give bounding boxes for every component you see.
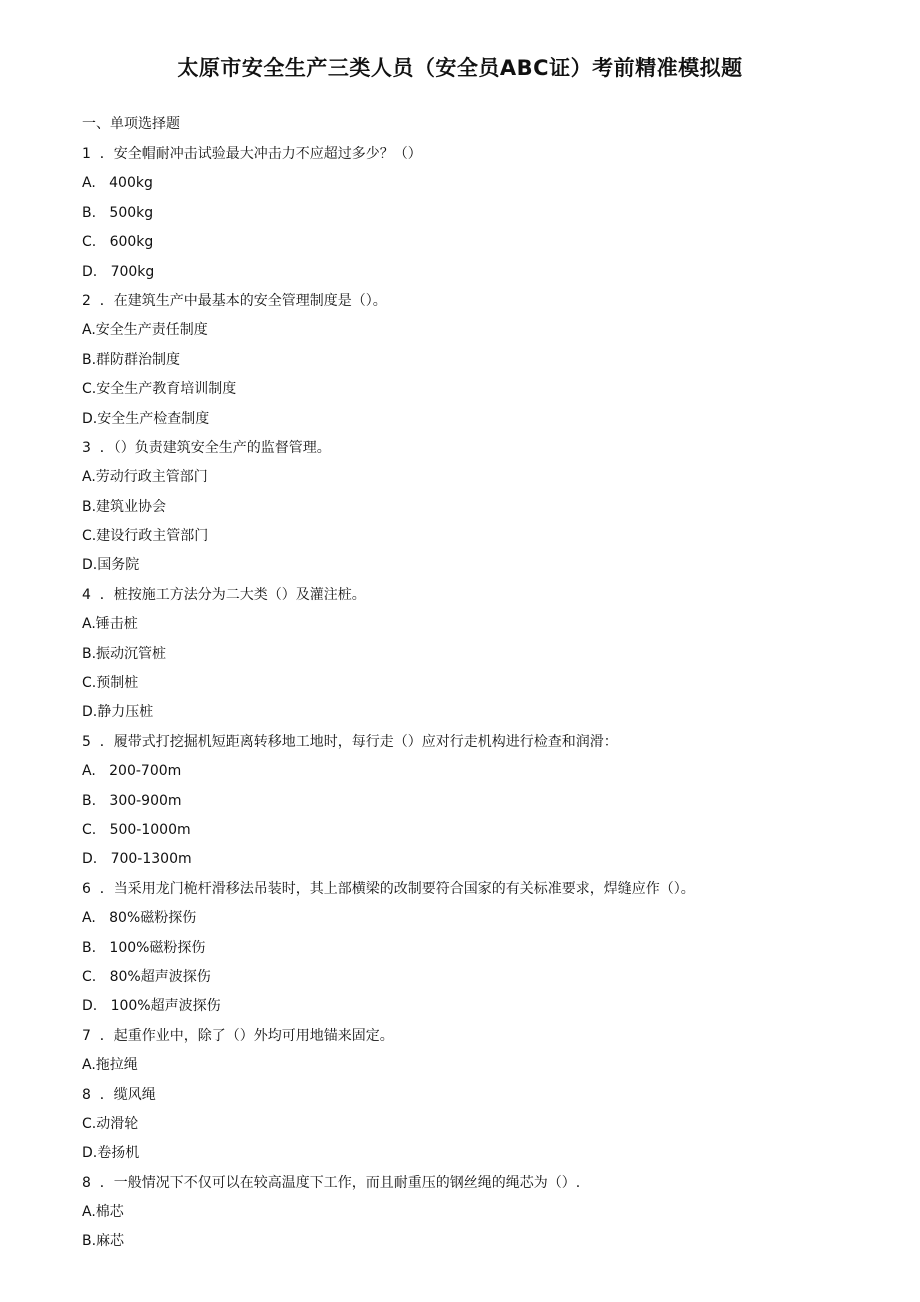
- question-line: A.安全生产责任制度: [82, 322, 208, 339]
- question-line: C.预制桩: [82, 675, 139, 692]
- question-line: 3 ．（）负责建筑安全生产的监督管理。: [82, 439, 331, 456]
- question-line: D.静力压桩: [82, 704, 154, 721]
- question-line: D.国务院: [82, 557, 140, 574]
- question-line: A. 400kg: [82, 175, 153, 192]
- question-line: 4 ．桩按施工方法分为二大类（）及灌注桩。: [82, 586, 366, 603]
- question-line: B.建筑业协会: [82, 498, 167, 515]
- question-line: 6 ．当采用龙门桅杆滑移法吊装时，其上部横梁的改制要符合国家的有关标准要求，焊缝应作（）。: [82, 880, 695, 897]
- question-line: B. 300-900m: [82, 792, 182, 809]
- document-title: 太原市安全生产三类人员（安全员ABC证）考前精准模拟题: [177, 56, 743, 80]
- question-line: A.棉芯: [82, 1204, 124, 1221]
- question-line: B.群防群治制度: [82, 351, 181, 368]
- question-line: A.拖拉绳: [82, 1057, 138, 1074]
- question-line: 7 ．起重作业中，除了（）外均可用地锚来固定。: [82, 1027, 394, 1044]
- question-line: A. 80%磁粉探伤: [82, 910, 197, 927]
- question-line: A. 200-700m: [82, 763, 182, 780]
- question-line: D. 700kg: [82, 263, 155, 280]
- question-line: B. 100%磁粉探伤: [82, 939, 206, 956]
- question-line: D. 100%超声波探伤: [82, 998, 221, 1015]
- question-line: D.卷扬机: [82, 1145, 140, 1162]
- question-line: 5 ．履带式打挖掘机短距离转移地工地时，每行走（）应对行走机构进行检查和润滑：: [82, 733, 618, 750]
- question-line: C. 500-1000m: [82, 821, 191, 838]
- question-line: C.安全生产教育培训制度: [82, 381, 237, 398]
- question-line: D. 700-1300m: [82, 851, 192, 868]
- question-line: 8 ．一般情况下不仅可以在较高温度下工作，而且耐重压的钢丝绳的绳芯为（）.: [82, 1174, 581, 1191]
- question-line: B.麻芯: [82, 1233, 125, 1250]
- question-line: 2 ．在建筑生产中最基本的安全管理制度是（）。: [82, 292, 387, 309]
- question-line: B.振动沉管桩: [82, 645, 167, 662]
- question-line: C. 600kg: [82, 234, 154, 251]
- question-line: 8 ．缆风绳: [82, 1086, 156, 1103]
- question-line: A.锤击桩: [82, 616, 138, 633]
- question-line: B. 500kg: [82, 204, 154, 221]
- question-line: 1 ．安全帽耐冲击试验最大冲击力不应超过多少？（）: [82, 146, 422, 162]
- question-line: C.建设行政主管部门: [82, 528, 209, 545]
- question-line: C.动滑轮: [82, 1115, 139, 1132]
- question-line: D.安全生产检查制度: [82, 410, 210, 427]
- section-heading: 一、单项选择题: [82, 116, 180, 132]
- question-line: C. 80%超声波探伤: [82, 968, 211, 985]
- question-line: A.劳动行政主管部门: [82, 469, 208, 486]
- question-list: [82, 142, 882, 1259]
